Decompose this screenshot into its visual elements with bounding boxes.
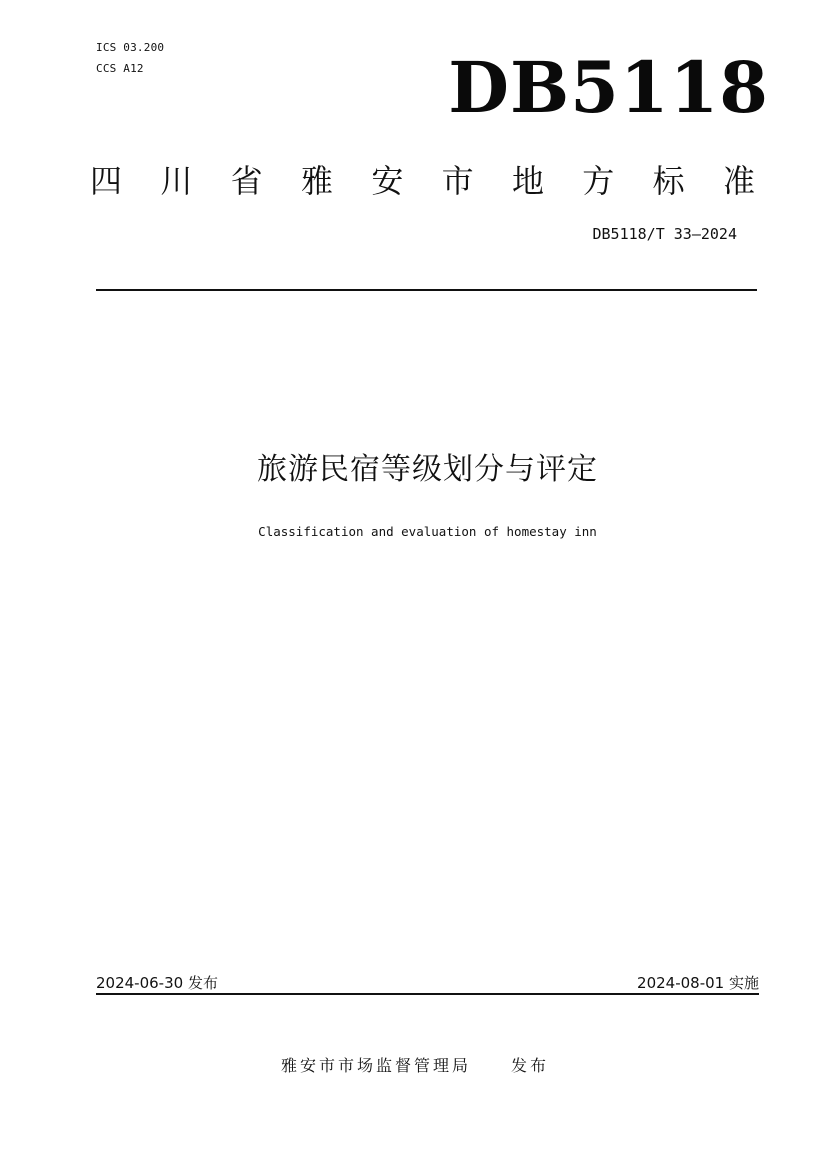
- publisher-name: 雅安市市场监督管理局: [280, 1056, 471, 1075]
- issuer-char: 地: [511, 162, 544, 200]
- publisher-action: 发布: [511, 1056, 550, 1075]
- issuing-authority-title: [90, 154, 755, 204]
- issuer-char: 标: [652, 162, 685, 200]
- issuer-char: 安: [371, 162, 404, 200]
- top-divider: [96, 289, 757, 291]
- issuer-char: 川: [160, 162, 193, 200]
- bottom-divider: [96, 993, 759, 995]
- ccs-code: CCS A12: [96, 62, 144, 75]
- issuer-char: 四: [90, 162, 123, 200]
- document-title-chinese: 旅游民宿等级划分与评定: [257, 452, 598, 487]
- issuer-char: 雅: [300, 162, 333, 200]
- issuer-char: 省: [230, 162, 263, 200]
- issuer-char: 准: [722, 162, 755, 200]
- document-title-english: Classification and evaluation of homestay inn: [258, 524, 597, 539]
- standard-code-heading: DB5118: [448, 46, 769, 129]
- publisher-line: [0, 1053, 815, 1076]
- standard-number: DB5118/T 33—2024: [592, 225, 737, 243]
- issue-date: 2024-06-30 发布: [96, 974, 218, 992]
- ics-code: ICS 03.200: [96, 41, 165, 54]
- issuer-char: 方: [582, 162, 615, 200]
- implementation-date: 2024-08-01 实施: [637, 974, 759, 992]
- issuer-char: 市: [441, 162, 474, 200]
